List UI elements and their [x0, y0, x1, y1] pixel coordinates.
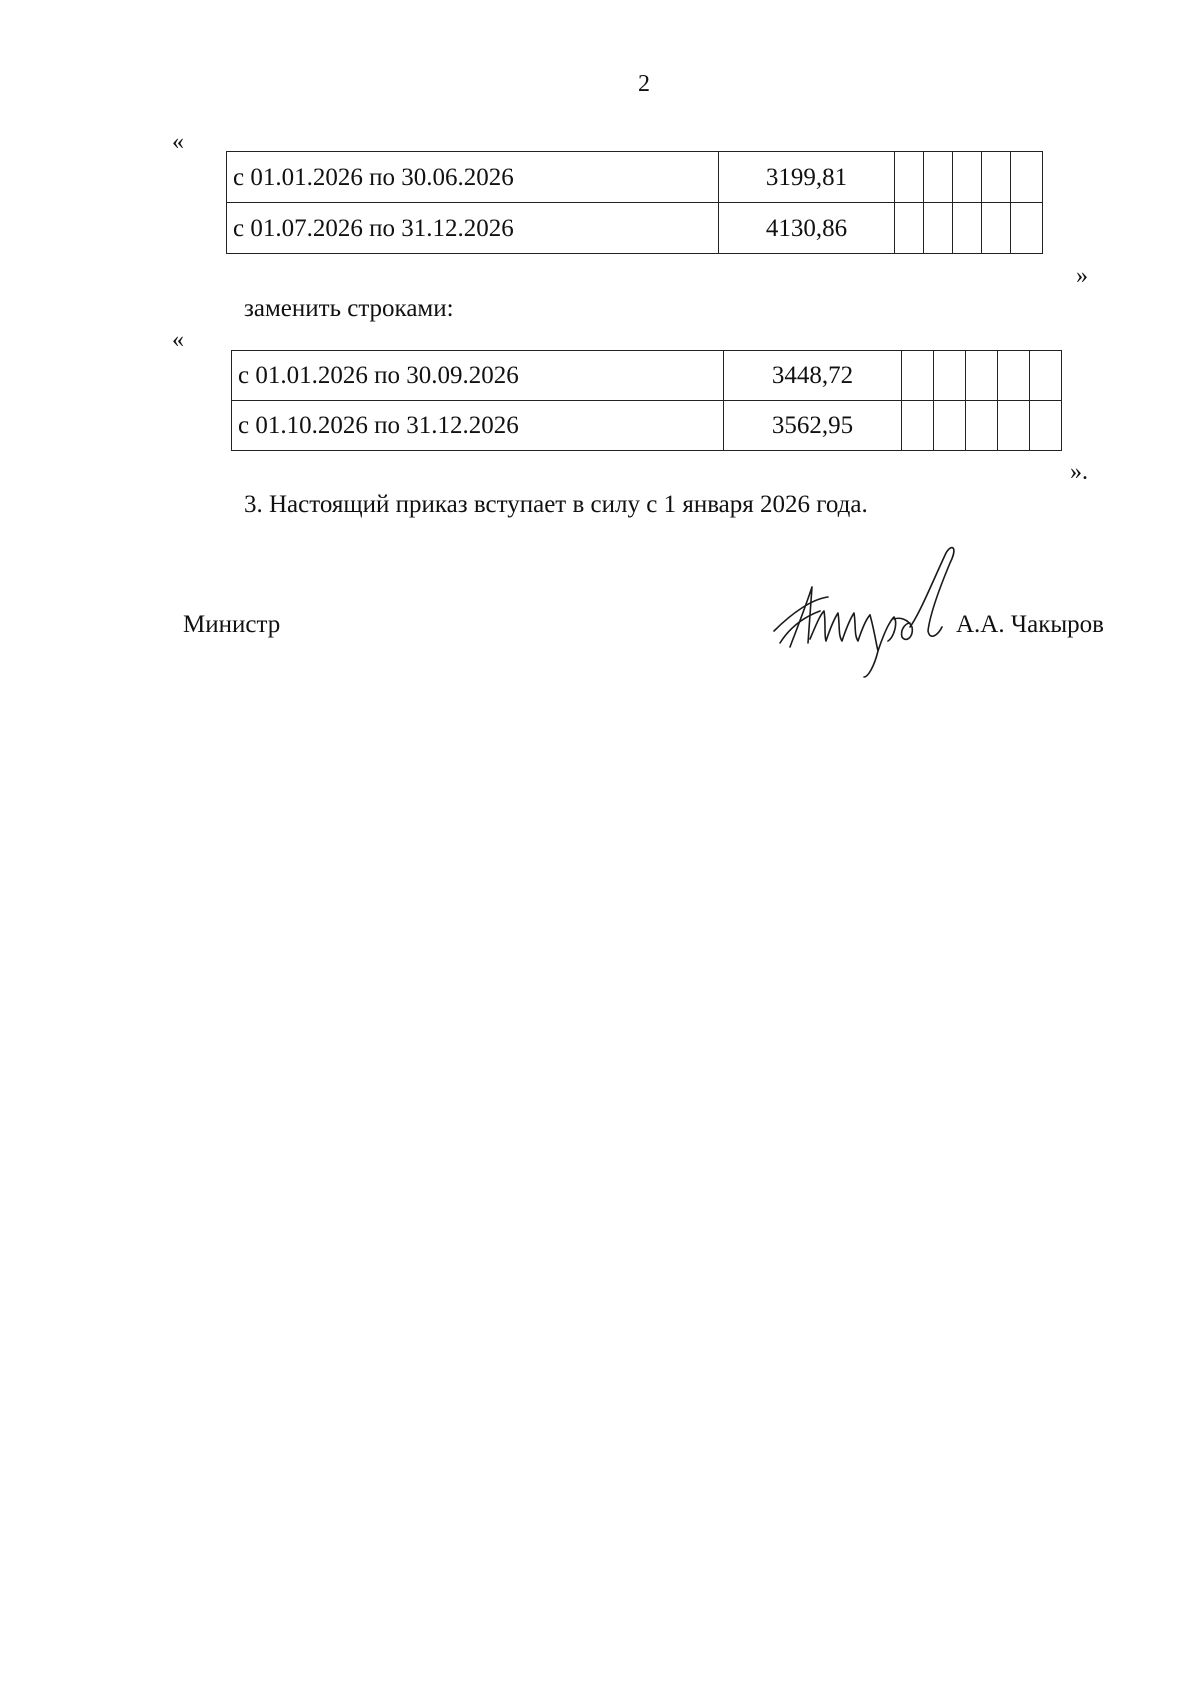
empty-cell — [953, 203, 982, 254]
empty-cell — [924, 152, 953, 203]
empty-cell — [1011, 152, 1043, 203]
empty-cell — [998, 351, 1030, 401]
empty-cell — [966, 351, 998, 401]
empty-cell — [902, 351, 934, 401]
value-cell: 3199,81 — [719, 152, 895, 203]
signatory-name: А.А. Чакыров — [956, 611, 1104, 638]
period-cell: с 01.01.2026 по 30.09.2026 — [232, 351, 724, 401]
table-row — [227, 203, 1043, 254]
old-rows-table — [226, 151, 1043, 254]
table-row — [232, 401, 1062, 451]
empty-cell — [1030, 401, 1062, 451]
empty-cell — [934, 351, 966, 401]
open-quote-1: « — [172, 129, 184, 155]
empty-cell — [953, 152, 982, 203]
period-cell: с 01.07.2026 по 31.12.2026 — [227, 203, 719, 254]
clause-3: 3. Настоящий приказ вступает в силу с 1 января 2026 года. — [244, 491, 868, 518]
empty-cell — [902, 401, 934, 451]
period-cell: с 01.10.2026 по 31.12.2026 — [232, 401, 724, 451]
open-quote-2: « — [172, 327, 184, 353]
empty-cell — [982, 203, 1011, 254]
empty-cell — [895, 203, 924, 254]
empty-cell — [1011, 203, 1043, 254]
empty-cell — [1030, 351, 1062, 401]
close-quote-1: » — [1076, 263, 1088, 289]
table-row — [227, 152, 1043, 203]
page-number: 2 — [638, 71, 650, 97]
empty-cell — [934, 401, 966, 451]
empty-cell — [895, 152, 924, 203]
empty-cell — [924, 203, 953, 254]
value-cell: 3448,72 — [724, 351, 902, 401]
handwritten-signature — [770, 543, 970, 678]
close-quote-2: ». — [1070, 459, 1088, 485]
empty-cell — [966, 401, 998, 451]
new-rows-table — [231, 350, 1062, 451]
replace-text: заменить строками: — [244, 295, 454, 322]
signatory-position: Министр — [183, 611, 281, 638]
empty-cell — [998, 401, 1030, 451]
empty-cell — [982, 152, 1011, 203]
value-cell: 3562,95 — [724, 401, 902, 451]
period-cell: с 01.01.2026 по 30.06.2026 — [227, 152, 719, 203]
table-row — [232, 351, 1062, 401]
value-cell: 4130,86 — [719, 203, 895, 254]
